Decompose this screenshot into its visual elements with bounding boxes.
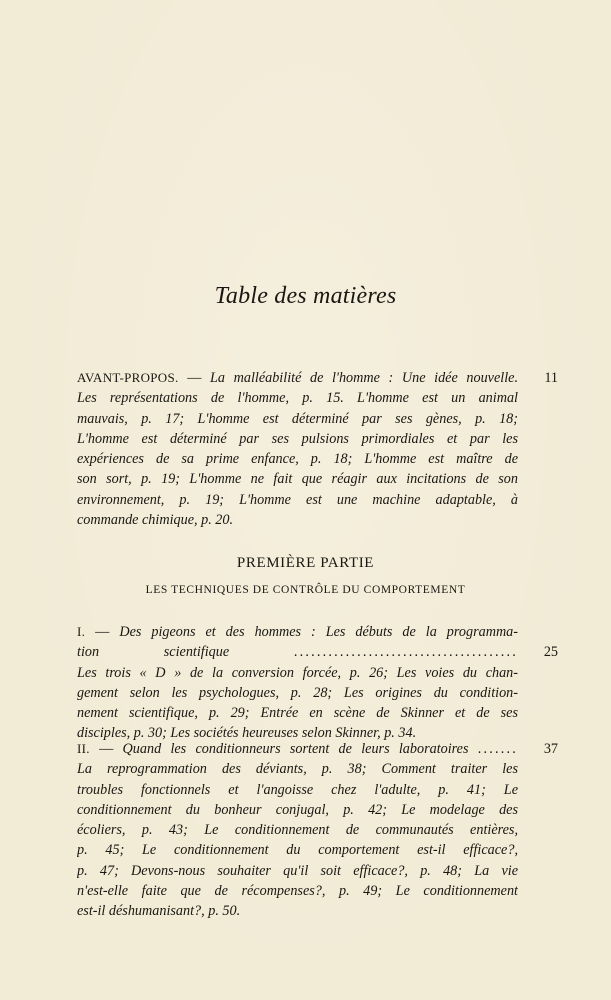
dot-leader: ....................................... — [293, 644, 518, 661]
toc-line: son sort, p. 19; L'homme ne fait que réagir aux incitations de son — [77, 471, 518, 488]
toc-line: p. 45; Le conditionnement du comportement est-il efficace?, — [77, 842, 518, 859]
toc-entry-avant-propos — [77, 368, 518, 530]
dot-leader: ....... — [477, 741, 518, 757]
part-subtitle: LES TECHNIQUES DE CONTRÔLE DU COMPORTEMENT — [145, 584, 466, 596]
toc-line: disciples, p. 30; Les sociétés heureuses selon Skinner, p. 34. — [77, 725, 417, 742]
toc-line: La reprogrammation des déviants, p. 38; Comment traiter les — [77, 761, 518, 778]
part-title: PREMIÈRE PARTIE — [236, 555, 375, 571]
toc-entry-dash: — — [89, 741, 123, 757]
toc-line — [77, 739, 518, 759]
toc-line: mauvais, p. 17; L'homme est déterminé par ses gènes, p. 18; — [77, 410, 518, 427]
toc-entry-label: AVANT-PROPOS. — [77, 370, 179, 385]
toc-line: L'homme est déterminé par ses pulsions primordiales et par les — [77, 430, 518, 447]
toc-line: est-il déshumanisant?, p. 50. — [77, 903, 241, 920]
toc-line — [77, 368, 518, 388]
toc-entry-dash: — — [85, 624, 120, 640]
toc-line: conditionnement du bonheur conjugal, p. 42; Le modelage des — [77, 801, 518, 818]
toc-entry-chapter-2 — [77, 739, 518, 922]
toc-line: p. 47; Devons-nous souhaiter qu'il soit efficace?, p. 48; La vie — [77, 862, 518, 879]
toc-line: gement selon les psychologues, p. 28; Les origines du condition- — [77, 684, 518, 701]
toc-line: Les trois « D » de la conversion forcée, p. 26; Les voies du chan- — [77, 664, 518, 681]
toc-entry-label: I. — [77, 624, 86, 639]
toc-line — [77, 622, 518, 642]
toc-entry-heading: Des pigeons et des hommes : Les débuts de la programma- — [119, 624, 518, 640]
toc-line: Les représentations de l'homme, p. 15. L'homme est un animal — [77, 390, 518, 407]
toc-line — [77, 642, 518, 662]
page-title: Table des matières — [214, 283, 397, 309]
toc-line: nement scientifique, p. 29; Entrée en scène de Skinner et de ses — [77, 705, 518, 722]
toc-line: n'est-elle faite que de récompenses?, p. 49; Le conditionnement — [77, 883, 518, 900]
toc-line: écoliers, p. 43; Le conditionnement de communautés entières, — [77, 822, 518, 839]
toc-page-number: 25 — [543, 644, 558, 660]
toc-page-number: 11 — [544, 370, 558, 386]
toc-line: commande chimique, p. 20. — [77, 512, 234, 529]
toc-line: expériences de sa prime enfance, p. 18; L'homme est maître de — [77, 451, 518, 468]
toc-entry-dash: — — [178, 370, 210, 386]
toc-entry-label: II. — [77, 741, 90, 756]
toc-line: troubles fonctionnels et l'angoisse chez l'adulte, p. 41; Le — [77, 781, 518, 798]
toc-entry-chapter-1 — [77, 622, 518, 744]
toc-entry-heading: tion scientifique — [77, 644, 230, 661]
toc-page-number: 37 — [543, 741, 558, 757]
toc-line: environnement, p. 19; L'homme est une machine adaptable, à — [77, 491, 518, 508]
toc-entry-heading: Quand les conditionneurs sortent de leurs laboratoires — [122, 741, 469, 757]
toc-entry-heading: La malléabilité de l'homme : Une idée nouvelle. — [210, 370, 518, 386]
